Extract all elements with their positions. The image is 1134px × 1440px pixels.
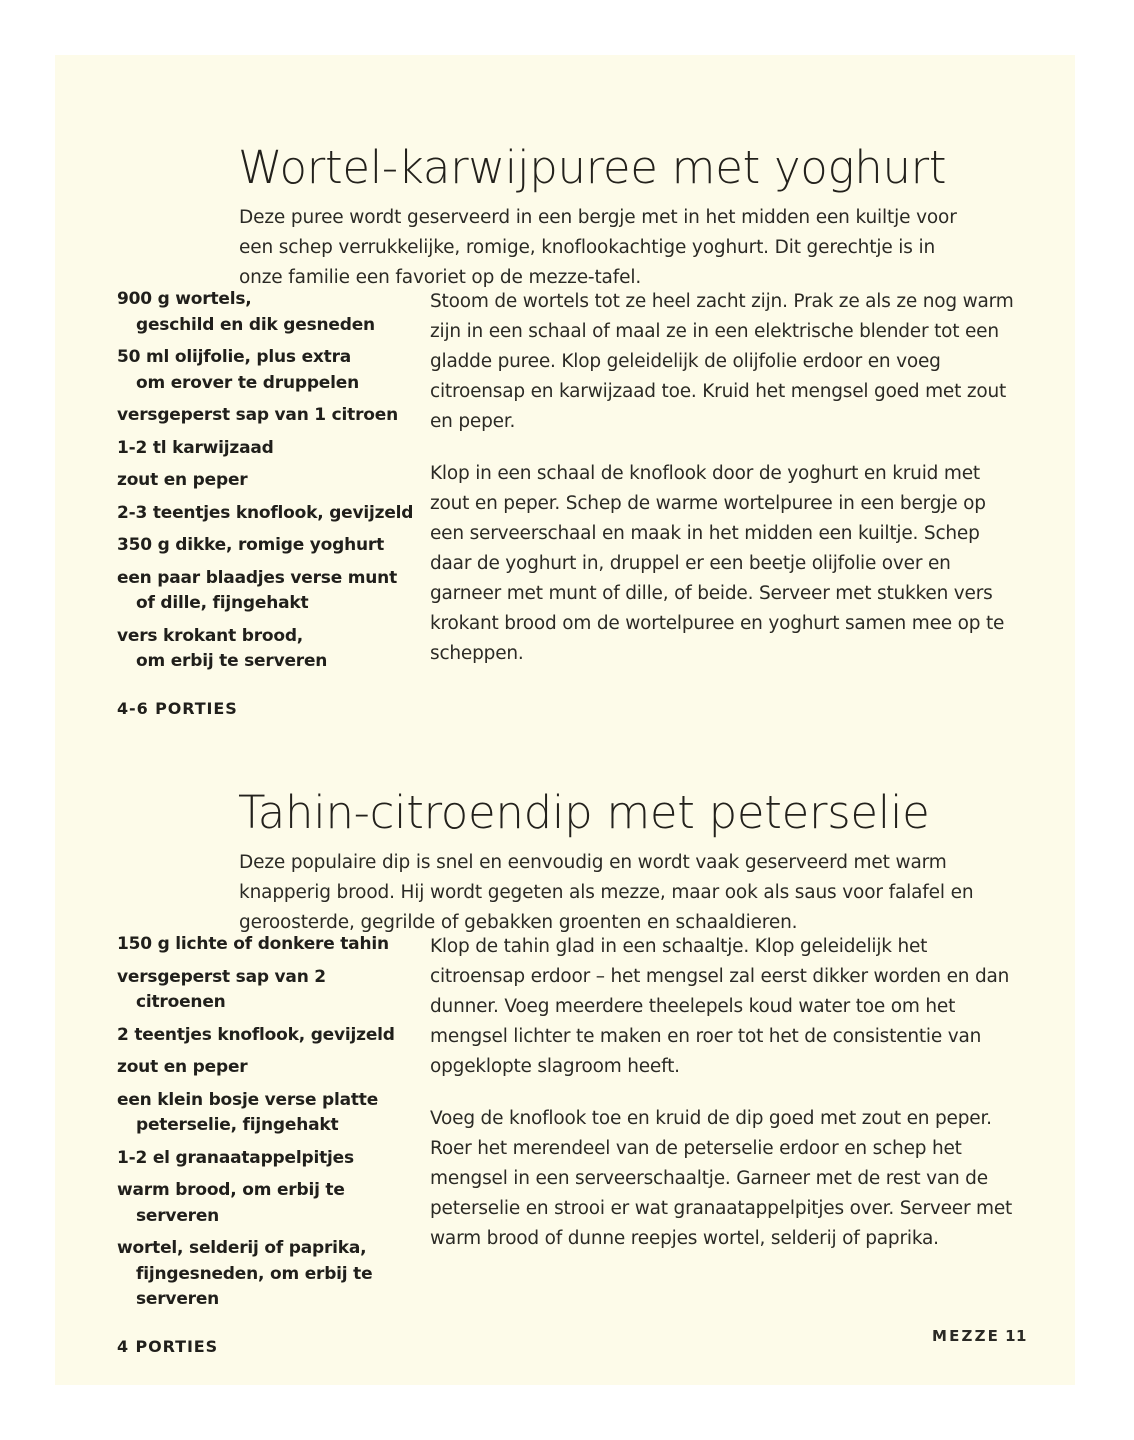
method-column <box>430 932 1020 1254</box>
ingredient-text: wortel, selderij of paprika, <box>117 1238 367 1258</box>
ingredient-item <box>117 566 417 617</box>
recipe-intro: Deze populaire dip is snel en eenvoudig en wordt vaak geserveerd met warm knapperig brood. Hij wordt gegeten als mezze, maar ook als saus voor falafel en geroosterde, gegrilde of gebakken groenten en schaaldieren. <box>239 851 974 933</box>
ingredient-text: een klein bosje verse platte <box>117 1089 379 1110</box>
ingredient-text: een paar blaadjes verse munt <box>117 567 398 588</box>
ingredient-text: versgeperst sap van 2 citroenen <box>117 966 326 1012</box>
page-number: 11 <box>1005 1327 1027 1345</box>
method-paragraph: Klop in een schaal de knoflook door de yoghurt en kruid met zout en peper. Schep de warme wortelpuree in een bergje op een serveerschaal en maak in het midden een kuiltje. Schep daar de yoghurt in, druppel er een beetje olijfolie over en garneer met munt of dille, of beide. Serveer met stukken vers krokant brood om de wortelpuree en yoghurt samen mee op te scheppen. <box>430 463 1005 664</box>
ingredient-item <box>117 403 417 429</box>
ingredient-text: 150 g lichte of donkere tahin <box>117 934 389 954</box>
ingredient-text: 1-2 tl karwijzaad <box>117 437 274 458</box>
ingredient-text: warm brood, om erbij te serveren <box>117 1180 345 1226</box>
ingredient-text: 1-2 el granaatappelpitjes <box>117 1147 354 1168</box>
ingredient-item <box>117 287 417 338</box>
ingredient-continuation: om erover te druppelen <box>136 372 359 393</box>
ingredient-item <box>117 345 417 396</box>
ingredient-text: vers krokant brood, <box>117 625 304 646</box>
ingredient-item <box>117 1236 417 1313</box>
ingredients-column <box>117 932 417 1356</box>
ingredient-text: versgeperst sap van 1 citroen <box>117 405 398 425</box>
ingredient-text: 50 ml olijfolie, plus extra <box>117 347 352 367</box>
ingredient-item <box>117 1146 417 1172</box>
ingredient-text: 2-3 teentjes knoflook, gevijzeld <box>117 502 414 523</box>
ingredient-item <box>117 932 417 958</box>
ingredient-item <box>117 965 417 1016</box>
ingredient-text: 900 g wortels, <box>117 289 252 309</box>
ingredient-text: 2 teentjes knoflook, gevijzeld <box>117 1024 395 1045</box>
ingredient-continuation: fijngesneden, om erbij te serveren <box>136 1263 373 1309</box>
recipe-title: Wortel-karwijpuree met yoghurt <box>238 141 947 195</box>
ingredient-item <box>117 436 417 462</box>
recipe-intro: Deze puree wordt geserveerd in een bergje met in het midden een kuiltje voor een schep verrukkelijke, romige, knoflookachtige yoghurt. Dit gerechtje is in onze familie een favoriet op de mezze-tafel. <box>239 206 957 288</box>
ingredient-item <box>117 501 417 527</box>
method-paragraph: Voeg de knoflook toe en kruid de dip goed met zout en peper. Roer het merendeel van de peterselie erdoor en schep het mengsel in een serveerschaaltje. Garneer met de rest van de peterselie en strooi er wat granaatappelpitjes over. Serveer met warm brood of dunne reepjes wortel, selderij of paprika. <box>430 1108 1013 1249</box>
ingredient-continuation: of dille, fijngehakt <box>136 593 309 613</box>
page-footer <box>932 1327 1027 1345</box>
ingredient-item <box>117 533 417 559</box>
ingredient-item <box>117 1023 417 1049</box>
ingredient-item <box>117 1178 417 1229</box>
ingredient-text: 350 g dikke, romige yoghurt <box>117 535 385 555</box>
ingredient-item <box>117 1055 417 1081</box>
footer-section-label: MEZZE <box>931 1327 1001 1345</box>
portions-label: 4-6 PORTIES <box>117 698 238 718</box>
method-paragraph: Stoom de wortels tot ze heel zacht zijn. Prak ze als ze nog warm zijn in een schaal of maal ze in een elektrische blender tot een gladde puree. Klop geleidelijk de olijfolie erdoor en voeg citroensap en karwijzaad toe. Kruid het mengsel goed met zout en peper. <box>430 291 1014 432</box>
ingredient-item <box>117 1088 417 1139</box>
ingredient-text: zout en peper <box>117 470 248 490</box>
ingredient-item <box>117 468 417 494</box>
method-column <box>430 287 1020 669</box>
ingredients-column <box>117 287 417 718</box>
ingredient-continuation: peterselie, fijngehakt <box>136 1115 339 1135</box>
ingredient-text: zout en peper <box>117 1057 248 1077</box>
page-content <box>55 55 1075 1385</box>
ingredient-continuation: geschild en dik gesneden <box>136 314 375 335</box>
ingredient-continuation: om erbij te serveren <box>136 651 328 671</box>
ingredient-item <box>117 624 417 675</box>
cookbook-page <box>55 55 1075 1385</box>
method-paragraph: Klop de tahin glad in een schaaltje. Klop geleidelijk het citroensap erdoor – het mengsel zal eerst dikker worden en dan dunner. Voeg meerdere theelepels koud water toe om het mengsel lichter te maken en roer tot het de consistentie van opgeklopte slagroom heeft. <box>430 936 1010 1077</box>
recipe-title: Tahin-citroendip met peterselie <box>238 786 930 840</box>
portions-label: 4 PORTIES <box>117 1336 219 1356</box>
